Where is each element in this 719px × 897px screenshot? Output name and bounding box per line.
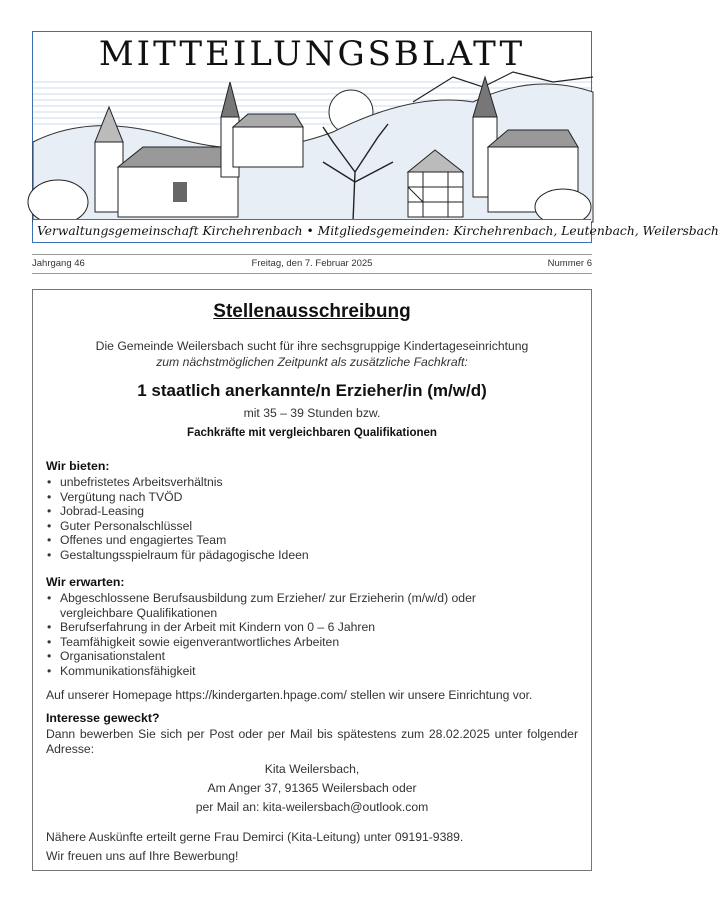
expect-heading: Wir erwarten:: [46, 575, 125, 589]
list-item: • Berufserfahrung in der Arbeit mit Kindern von 0 – 6 Jahren: [46, 620, 578, 635]
list-item: • unbefristetes Arbeitsverhältnis: [46, 475, 578, 490]
list-item: • Offenes und engagiertes Team: [46, 533, 578, 548]
address-line1: Kita Weilersbach,: [264, 762, 360, 776]
list-item: • Vergütung nach TVÖD: [46, 490, 578, 505]
list-item: • Abgeschlossene Berufsausbildung zum Erzieher/ zur Erzieherin (m/w/d) oder vergleichbare Qualifikationen: [46, 591, 578, 620]
offer-list: [46, 475, 578, 562]
address-line2: Am Anger 37, 91365 Weilersbach oder: [207, 781, 417, 795]
list-item: • Gestaltungsspielraum für pädagogische Ideen: [46, 548, 578, 563]
offer-heading: Wir bieten:: [46, 459, 110, 473]
list-item: • Guter Personalschlüssel: [46, 519, 578, 534]
issue-volume: Jahrgang 46: [32, 258, 85, 269]
ad-intro-line2: zum nächstmöglichen Zeitpunkt als zusätzliche Fachkraft:: [156, 355, 468, 369]
masthead: [32, 31, 719, 243]
homepage-text: Auf unserer Homepage https://kindergarten.hpage.com/ stellen wir unsere Einrichtung vor.: [46, 688, 533, 702]
job-position: 1 staatlich anerkannte/n Erzieher/in (m/w/d): [137, 381, 487, 400]
job-qualification: Fachkräfte mit vergleichbaren Qualifikationen: [187, 427, 437, 439]
masthead-subtitle: Verwaltungsgemeinschaft Kirchehrenbach • Mitgliedsgemeinden: Kirchehrenbach, Leutenbach, Weilersbach: [33, 219, 591, 242]
apply-text: Dann bewerben Sie sich per Post oder per Mail bis spätestens zum 28.02.2025 unter folgender Adresse:: [46, 727, 578, 756]
masthead-title: MITTEILUNGSBLATT: [98, 34, 526, 74]
list-item: • Teamfähigkeit sowie eigenverantwortliches Arbeiten: [46, 635, 578, 650]
job-hours: mit 35 – 39 Stunden bzw.: [243, 406, 381, 420]
interest-heading: Interesse geweckt?: [46, 711, 160, 725]
list-item: • Jobrad-Leasing: [46, 504, 578, 519]
job-advertisement: [32, 289, 592, 871]
contact-text: Nähere Auskünfte erteilt gerne Frau Demirci (Kita-Leitung) unter 09191-9389.: [46, 830, 464, 844]
ad-intro-line1: Die Gemeinde Weilersbach sucht für ihre sechsgruppige Kindertageseinrichtung: [95, 339, 529, 353]
divider: [32, 273, 592, 274]
closing-text: Wir freuen uns auf Ihre Bewerbung!: [46, 849, 239, 863]
expect-list: [46, 591, 578, 678]
address-line3: per Mail an: kita-weilersbach@outlook.com: [195, 800, 429, 814]
issue-info: [32, 256, 592, 272]
list-item: • Kommunikationsfähigkeit: [46, 664, 578, 679]
divider: [32, 254, 592, 255]
issue-date: Freitag, den 7. Februar 2025: [251, 258, 373, 269]
issue-number: Nummer 6: [547, 258, 592, 269]
list-item: • Organisationstalent: [46, 649, 578, 664]
ad-title: Stellenausschreibung: [213, 301, 411, 322]
